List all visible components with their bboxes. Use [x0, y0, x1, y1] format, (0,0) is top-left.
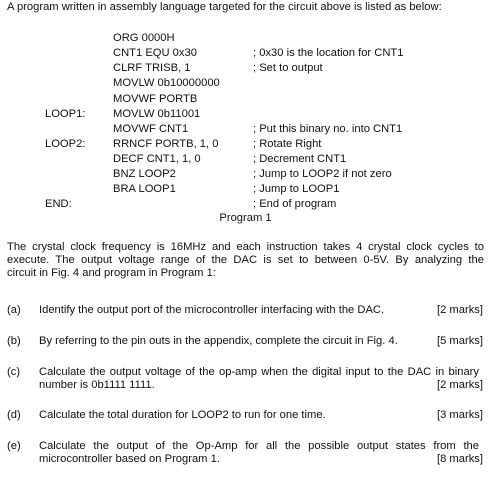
code-line	[0, 168, 491, 181]
code-label: END:	[45, 198, 72, 210]
code-comment: ; Put this binary no. into CNT1	[253, 123, 403, 135]
program-caption: Program 1	[219, 212, 272, 224]
code-instruction: MOVLW 0b11001	[113, 108, 201, 120]
question-text	[39, 366, 479, 392]
code-line	[0, 153, 491, 166]
code-line	[0, 77, 491, 90]
marks-label: [5 marks]	[436, 335, 483, 347]
marks-label: [2 marks]	[436, 379, 483, 391]
code-instruction: RRNCF PORTB, 1, 0	[113, 138, 219, 150]
intro-text: A program written in assembly language targeted for the circuit above is listed as below:	[7, 1, 442, 13]
code-comment: ; 0x30 is the location for CNT1	[253, 47, 404, 59]
code-comment: ; Set to output	[253, 62, 323, 74]
code-line	[0, 32, 491, 45]
marks-label: [2 marks]	[436, 304, 483, 316]
code-instruction: CLRF TRISB, 1	[113, 62, 191, 74]
code-comment: ; Rotate Right	[253, 138, 322, 150]
code-line	[0, 93, 491, 106]
question-letter: (a)	[7, 304, 21, 316]
code-label: LOOP2:	[45, 138, 86, 150]
paragraph-line: execute. The output voltage range of the DAC is set to between 0-5V. By analyzing the	[7, 254, 484, 266]
code-comment: ; Jump to LOOP2 if not zero	[253, 168, 392, 180]
question-letter: (d)	[7, 409, 21, 421]
question-text	[39, 440, 479, 466]
question-line: Calculate the total duration for LOOP2 to run for one time.	[39, 409, 326, 421]
code-instruction: MOVLW 0b10000000	[113, 77, 220, 89]
code-line	[0, 138, 491, 151]
code-line	[0, 183, 491, 196]
problem-paragraph	[7, 241, 484, 280]
code-comment: ; Jump to LOOP1	[253, 183, 340, 195]
question-text	[39, 304, 479, 317]
paragraph-line: circuit in Fig. 4 and program in Program 1:	[7, 267, 216, 279]
code-line	[0, 47, 491, 60]
code-instruction: MOVWF CNT1	[113, 123, 189, 135]
question-letter: (b)	[7, 335, 21, 347]
code-line	[0, 62, 491, 75]
marks-label: [3 marks]	[436, 409, 483, 421]
question-line: Calculate the output of the Op-Amp for all the possible output states from the	[39, 440, 479, 452]
code-instruction: BRA LOOP1	[113, 183, 176, 195]
question-line: number is 0b1111 1111.	[39, 379, 155, 391]
code-line	[0, 108, 491, 121]
code-label: LOOP1:	[45, 108, 86, 120]
question-letter: (c)	[7, 366, 21, 378]
code-line	[0, 198, 491, 211]
code-comment: ; End of program	[253, 198, 337, 210]
paragraph-line: The crystal clock frequency is 16MHz and each instruction takes 4 crystal clock cycles to	[7, 241, 484, 253]
code-instruction: BNZ LOOP2	[113, 168, 176, 180]
question-line: Identify the output port of the microcontroller interfacing with the DAC.	[39, 304, 385, 316]
question-text	[39, 409, 479, 422]
question-line: By referring to the pin outs in the appendix, complete the circuit in Fig. 4.	[39, 335, 398, 347]
code-instruction: ORG 0000H	[113, 32, 175, 44]
code-line	[0, 123, 491, 136]
question-line: Calculate the output voltage of the op-amp when the digital input to the DAC in binary	[39, 366, 479, 378]
question-letter: (e)	[7, 440, 21, 452]
code-instruction: CNT1 EQU 0x30	[113, 47, 197, 59]
question-text	[39, 335, 479, 348]
marks-label: [8 marks]	[436, 453, 483, 465]
question-line: microcontroller based on Program 1.	[39, 453, 220, 465]
code-instruction: MOVWF PORTB	[113, 93, 198, 105]
code-comment: ; Decrement CNT1	[253, 153, 347, 165]
code-instruction: DECF CNT1, 1, 0	[113, 153, 201, 165]
